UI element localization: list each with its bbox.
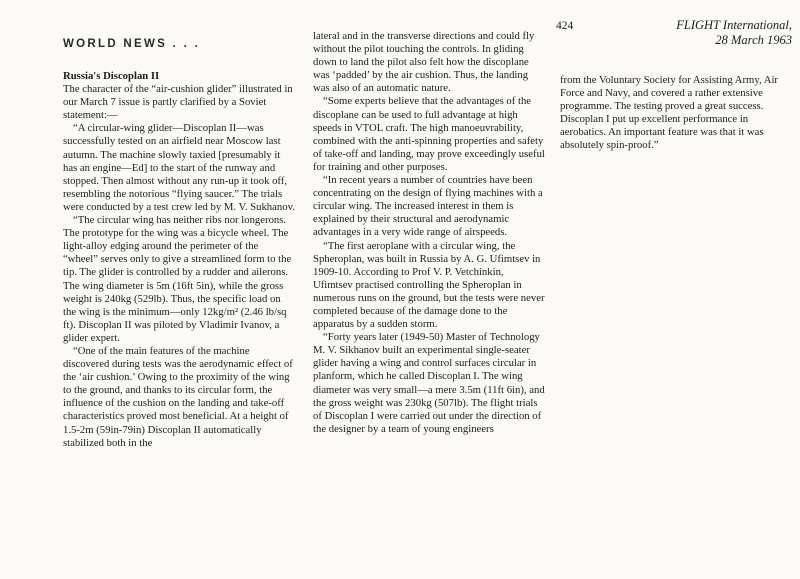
publication-date: 28 March 1963 xyxy=(715,33,792,47)
page-number: 424 xyxy=(556,20,574,32)
paragraph: lateral and in the transverse directions and could fly without the pilot touching the controls. In gliding down to land the pilot also felt how the discoplane was ‘padded’ by the air cushion. Thus, the landing was also of an automatic nature. xyxy=(313,30,535,95)
paragraph: “The circular wing has neither ribs nor longerons. The prototype for the wing was a bicycle wheel. The light-alloy edging around the perimeter of the “wheel” serves only to give a streamlined form to the tip. The glider is controlled by a rudder and ailerons. The wing diameter is 5m (16ft 5in), while the gross weight is 240kg (529lb). Thus, the specific load on the wing is the minimum—only 12kg/m² (2.46 lb/sq ft). Discoplan II was piloted by Vladimir Ivanov, a glider expert. xyxy=(63,214,292,344)
article-title: Russia's Discoplan II xyxy=(63,70,160,82)
paragraph: “Forty years later (1949-50) Master of Technology M. V. Sikhanov built an experimental single-seater glider having a wing and control surfaces circular in planform, which he called Discoplan I. The wing diameter was very small—a mere 3.5m (11ft 6in), and the gross weight was 230kg (507lb). The flight trials of Discoplan I were carried out under the direction of the designer by a team of young engineers xyxy=(313,331,545,435)
paragraph: “Some experts believe that the advantages of the discoplane can be used to full advantage at high speeds in VTOL craft. The high manoeuvrability, combined with the anti-spinning properties and safety of take-off and landing, may prove exceedingly useful for training and other purposes. xyxy=(313,95,545,173)
paragraph: “In recent years a number of countries have been concentrating on the design of flying machines with a circular wing. The increased interest in them is explained by their structural and aerodynamic advantages in a very wide range of airspeeds. xyxy=(313,174,543,239)
paragraph: “One of the main features of the machine discovered during tests was the aerodynamic effect of the ‘air cushion.’ Owing to the proximity of the wing to the ground, and thanks to its circular form, the influence of the cushion on the landing and take-off characteristics proved most beneficial. At a height of 1.5-2m (59in-79in) Discoplan II automatically stabilized both in the xyxy=(63,344,293,449)
paragraph: “The first aeroplane with a circular wing, the Spheroplan, was built in Russia by A. G. Ufimtsev in 1909-10. According to Prof V. P. Vetchinkin, Ufimtsev practised controlling the Spheroplan in numerous runs on the ground, but the tests were never completed because of the damage done to the apparatus by a sudden storm. xyxy=(313,239,545,331)
column-3 xyxy=(560,74,792,153)
publication-name: FLIGHT International, xyxy=(676,18,792,32)
column-1 xyxy=(63,70,295,450)
section-heading: WORLD NEWS . . . xyxy=(63,38,201,50)
paragraph: “A circular-wing glider—Discoplan II—was successfully tested on an airfield near Moscow last autumn. The machine slowly taxied [presumably it has an engine—Ed] to the start of the runway and stopped. Then almost without any run-up it took off, resembling the notorious “flying saucer.” The trials were conducted by a test crew led by M. V. Sukhanov. xyxy=(63,122,295,213)
publication-header xyxy=(642,18,792,48)
paragraph: from the Voluntary Society for Assisting Army, Air Force and Navy, and covered a rather extensive programme. The testing proved a great success. Discoplan I put up excellent performance in aerobatics. An important feature was that it was absolutely spin-proof.” xyxy=(560,74,778,152)
paragraph: The character of the “air-cushion glider” illustrated in our March 7 issue is partly clarified by a Soviet statement:— xyxy=(63,83,293,122)
column-2 xyxy=(313,30,545,436)
